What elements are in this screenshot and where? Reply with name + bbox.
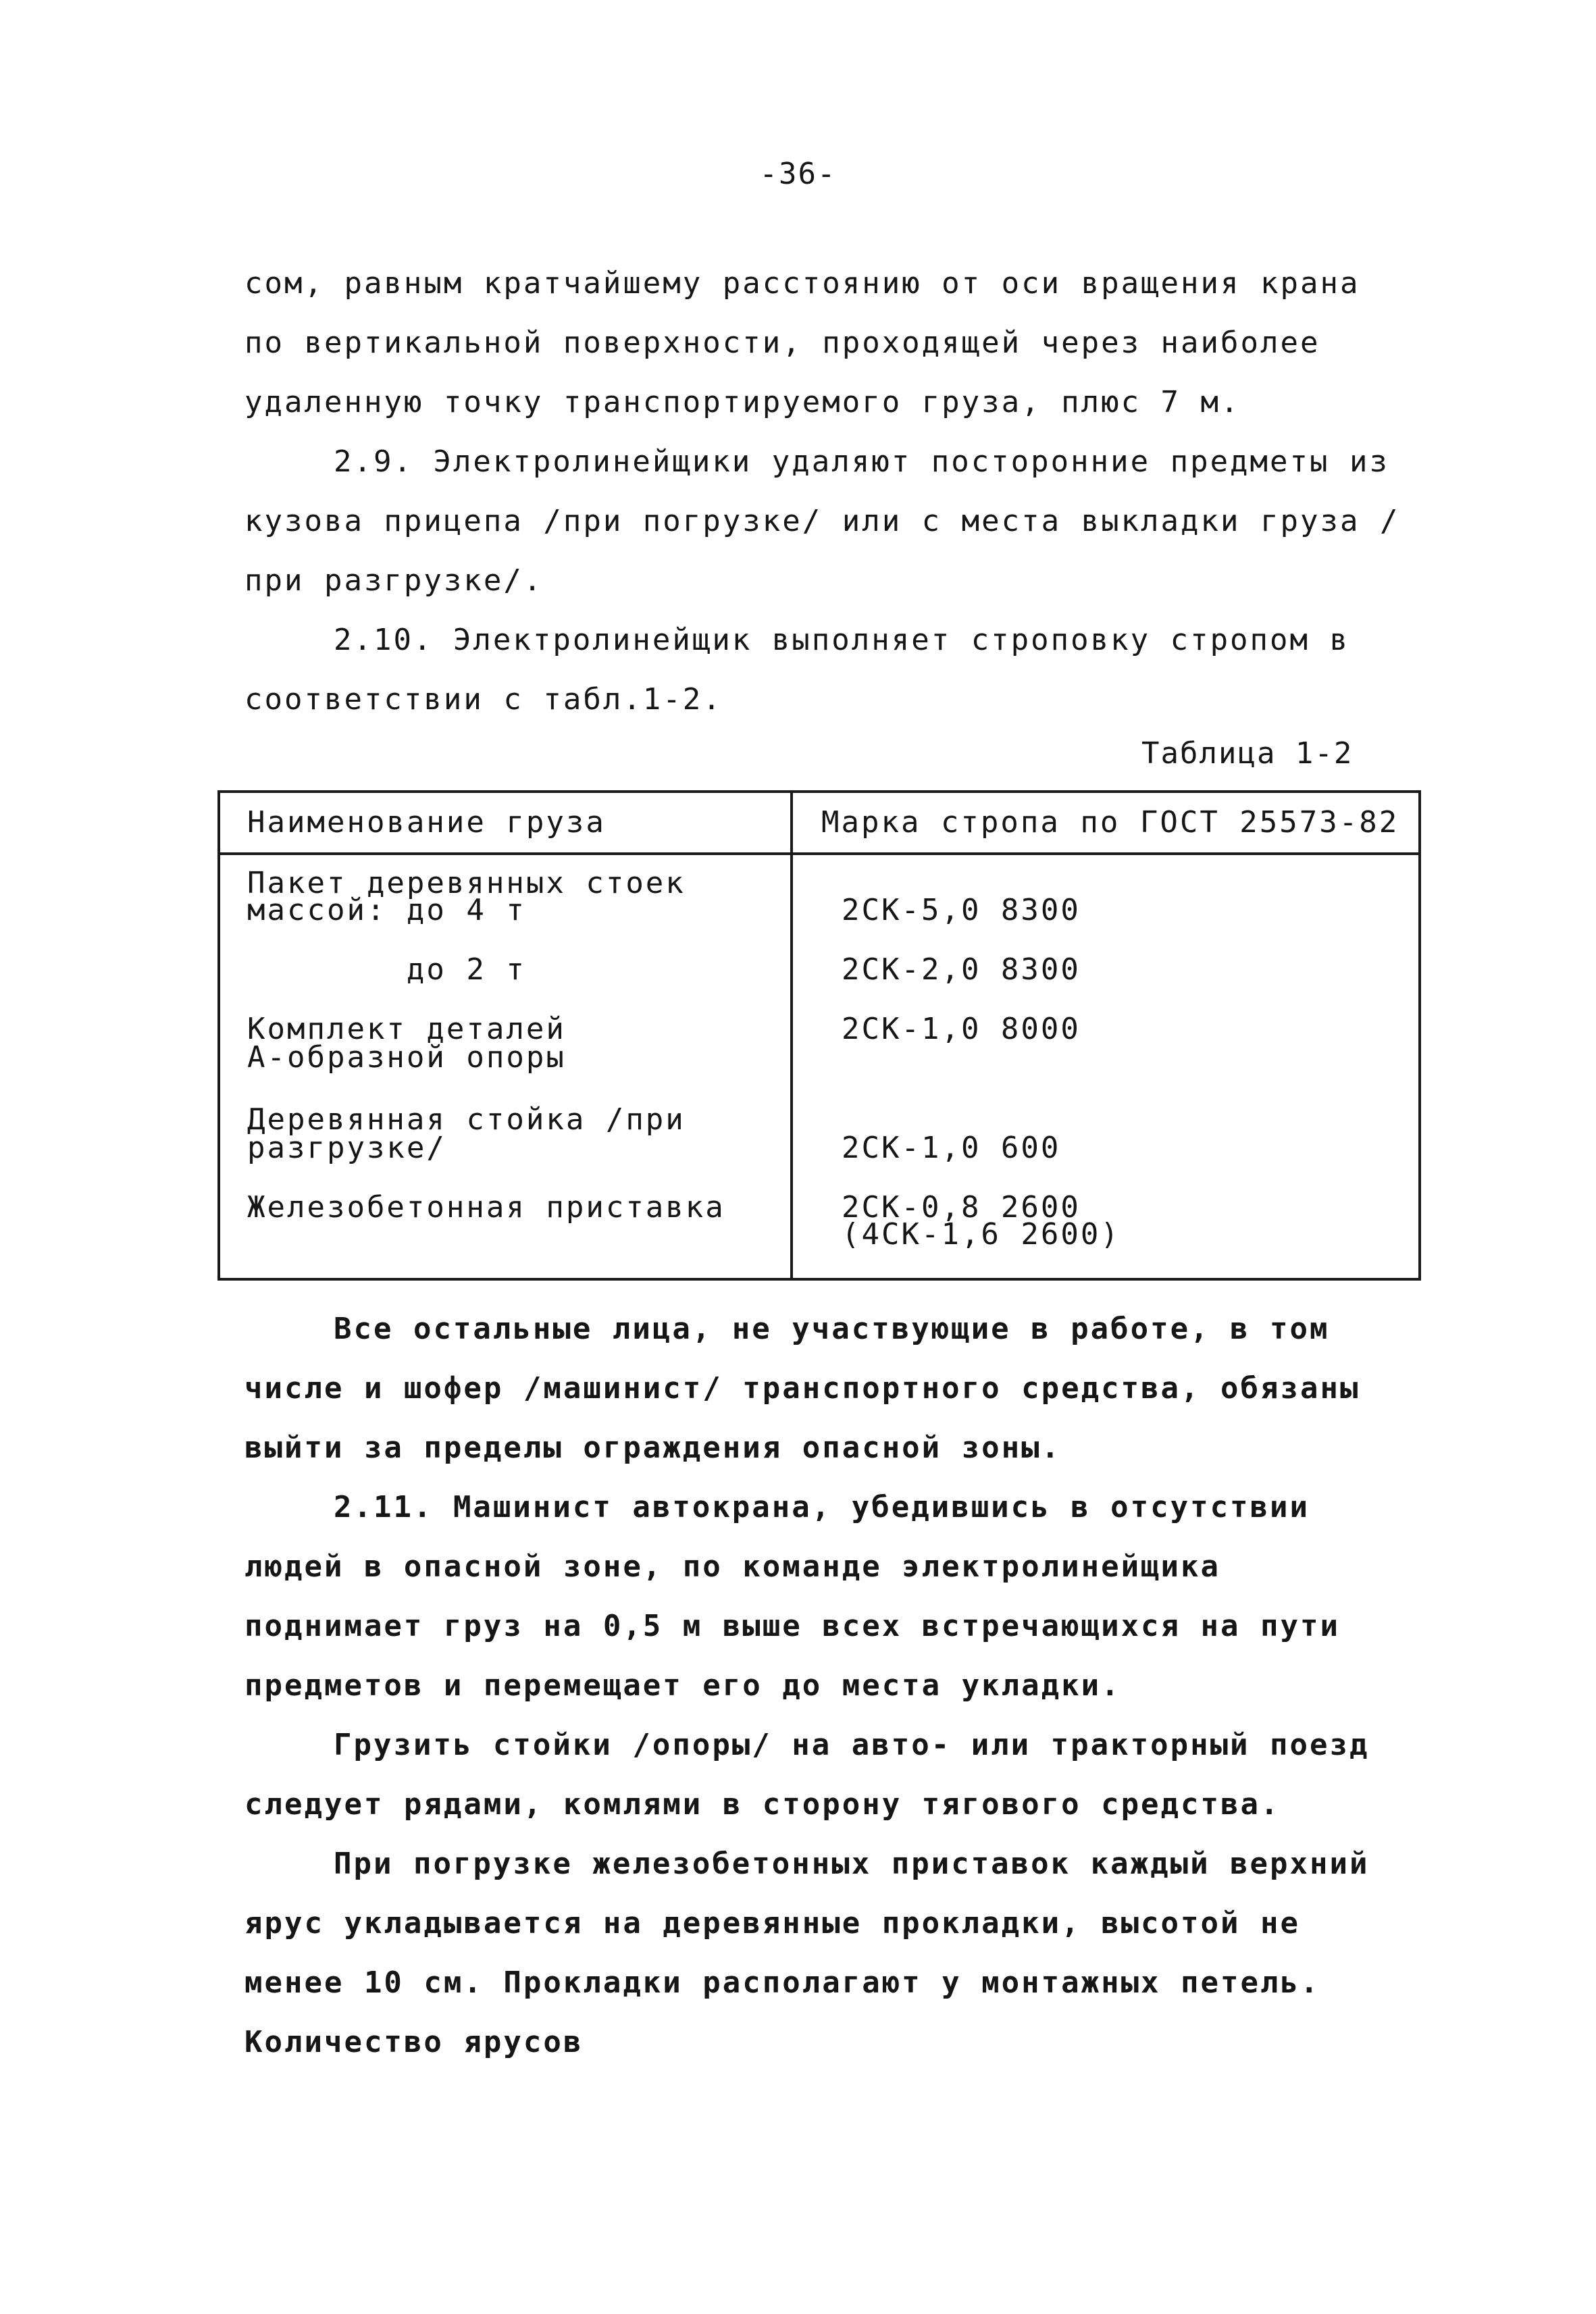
paragraph-tiers: При погрузке железобетонных приставок каждый верхний ярус укладывается на деревянные прокладки, высотой не менее 10 см. Прокладки располагают у монтажных петель. Количество ярусов	[244, 1847, 1370, 2059]
row-3-name-line-2: А-образной опоры	[247, 1040, 566, 1075]
sling-table	[217, 790, 1421, 1281]
row-3-name-line-1: Комплект деталей	[247, 1012, 566, 1046]
row-1-name-line-1: Пакет деревянных стоек	[247, 866, 686, 900]
header-sling-mark: Марка стропа по ГОСТ 25573-82	[821, 805, 1399, 840]
paragraph-2-10: 2.10. Электролинейщик выполняет строповку стропом в соответствии с табл.1-2.	[244, 623, 1350, 717]
paragraph-crane-distance: сом, равным кратчайшему расстоянию от оси вращения крана по вертикальной поверхности, проходящей через наиболее удаленную точку транспортируемого груза, плюс 7 м.	[244, 266, 1360, 419]
row-3-mark: 2СК-1,0 8000	[842, 1012, 1081, 1046]
row-4-name-line-1: Деревянная стойка /при	[247, 1102, 686, 1137]
row-5-mark-line-2: (4СК-1,6 2600)	[842, 1217, 1121, 1252]
row-1-mark: 2СК-5,0 8300	[842, 893, 1081, 927]
paragraph-loading-rows: Грузить стойки /опоры/ на авто- или тракторный поезд следует рядами, комлями в сторону тягового средства.	[244, 1728, 1370, 1822]
table-caption: Таблица 1-2	[1141, 736, 1354, 771]
row-5-name: Железобетонная приставка	[247, 1190, 725, 1225]
paragraph-2-11: 2.11. Машинист автокрана, убедившись в отсутствии людей в опасной зоне, по команде электролинейщика поднимает груз на 0,5 м выше всех встречающихся на пути предметов и перемещает его до места укладки.	[244, 1490, 1340, 1703]
row-5-mark-line-1: 2СК-0,8 2600	[842, 1190, 1081, 1225]
row-4-name-line-2: разгрузке/	[247, 1131, 446, 1165]
row-4-mark: 2СК-1,0 600	[842, 1131, 1061, 1165]
row-1-name-line-2: массой: до 4 т	[247, 893, 526, 927]
table-header-divider	[220, 852, 1418, 855]
paragraph-2-9: 2.9. Электролинейщики удаляют посторонние предметы из кузова прицепа /при погрузке/ или с места выкладки груза /при разгрузке/.	[244, 444, 1400, 598]
page-number: -36-	[759, 157, 837, 191]
row-2-mark: 2СК-2,0 8300	[842, 952, 1081, 987]
paragraph-other-persons: Все остальные лица, не участвующие в работе, в том числе и шофер /машинист/ транспортного средства, обязаны выйти за пределы ограждения опасной зоны.	[244, 1312, 1360, 1465]
header-cargo-name: Наименование груза	[247, 805, 606, 840]
row-2-name: до 2 т	[247, 952, 526, 987]
table-column-divider	[790, 793, 793, 1278]
